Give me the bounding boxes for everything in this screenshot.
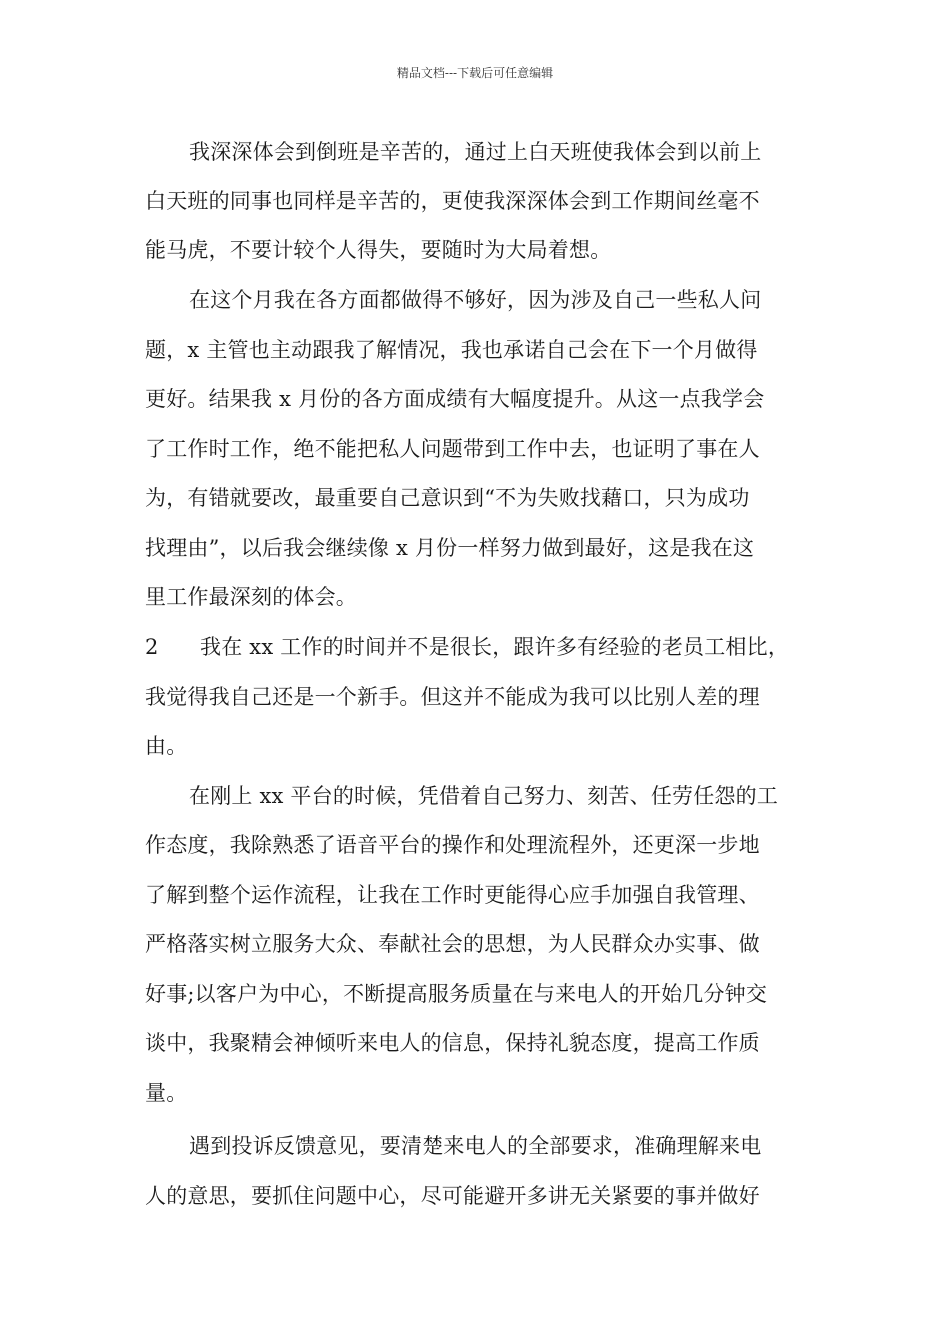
text-line: 人的意思，要抓住问题中心，尽可能避开多讲无关紧要的事并做好: [145, 1184, 760, 1208]
text-line: 里工作最深刻的体会。: [145, 585, 357, 609]
text-line: 遇到投诉反馈意见，要清楚来电人的全部要求，准确理解来电: [189, 1134, 762, 1158]
text-line: 我深深体会到倒班是辛苦的，通过上白天班使我体会到以前上: [189, 140, 762, 164]
text-line: 谈中，我聚精会神倾听来电人的信息，保持礼貌态度，提高工作质: [145, 1031, 760, 1055]
page-header: 精品文档---下载后可任意编辑: [396, 66, 554, 80]
text-line: 在这个月我在各方面都做得不够好，因为涉及自己一些私人问: [189, 288, 762, 312]
text-line: 好事;以客户为中心，不断提高服务质量在与来电人的开始几分钟交: [145, 982, 768, 1006]
text-line: 由。: [145, 734, 188, 758]
text-line: 找理由”，以后我会继续像 x 月份一样努力做到最好，这是我在这: [145, 536, 755, 560]
text-line: 我觉得我自己还是一个新手。但这并不能成为我可以比别人差的理: [145, 685, 760, 709]
text-line: 了解到整个运作流程，让我在工作时更能得心应手加强自我管理、: [145, 883, 760, 907]
text-line: 白天班的同事也同样是辛苦的，更使我深深体会到工作期间丝毫不: [145, 189, 760, 213]
text-line: 了工作时工作，绝不能把私人问题带到工作中去，也证明了事在人: [145, 437, 760, 461]
text-line: 在刚上 xx 平台的时候，凭借着自己努力、刻苦、任劳任怨的工: [189, 784, 779, 808]
text-line: 能马虎，不要计较个人得失，要随时为大局着想。: [145, 238, 612, 262]
text-line: 作态度，我除熟悉了语音平台的操作和处理流程外，还更深一步地: [145, 833, 760, 857]
text-line: 为，有错就要改，最重要自己意识到“不为失败找藉口，只为成功: [145, 486, 750, 510]
text-line: 严格落实树立服务大众、奉献社会的思想，为人民群众办实事、做: [145, 932, 760, 956]
text-line: 量。: [145, 1081, 188, 1105]
text-line: 更好。结果我 x 月份的各方面成绩有大幅度提升。从这一点我学会: [145, 387, 765, 411]
text-line: 我在 xx 工作的时间并不是很长，跟许多有经验的老员工相比，: [200, 635, 790, 659]
section-number: 2: [145, 635, 159, 659]
text-line: 题，x 主管也主动跟我了解情况，我也承诺自己会在下一个月做得: [145, 338, 758, 362]
